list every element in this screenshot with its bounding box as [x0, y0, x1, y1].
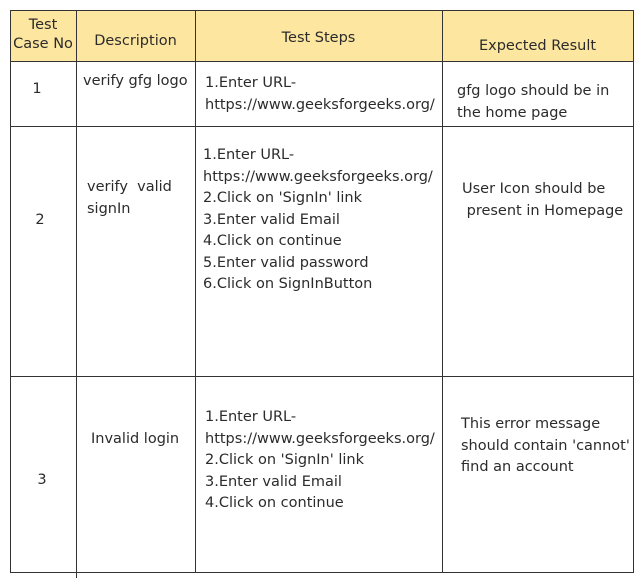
header-test-case-no: Test Case No	[13, 17, 73, 52]
row-3-description: Invalid login	[91, 431, 180, 447]
header-description: Description	[94, 33, 177, 49]
row-3-steps: 1.Enter URL- https://www.geeksforgeeks.org/ 2.Click on 'SignIn' link 3.Enter valid Email 4.Click on continue	[205, 409, 435, 511]
grid-line	[10, 572, 634, 573]
row-3-id: 3	[37, 472, 47, 488]
grid-line	[195, 10, 196, 572]
row-1-description: verify gfg logo	[83, 73, 188, 89]
grid-line	[10, 61, 634, 62]
grid-line	[633, 10, 634, 572]
grid-line	[76, 10, 77, 578]
header-test-steps: Test Steps	[281, 30, 356, 46]
grid-line	[10, 10, 634, 11]
row-2-id: 2	[35, 212, 45, 228]
row-3-expected: This error message should contain 'cannot' find an account	[461, 416, 630, 475]
grid-line	[442, 10, 443, 572]
grid-line	[10, 376, 634, 377]
header-expected-result: Expected Result	[478, 38, 597, 54]
row-1-id: 1	[32, 81, 42, 97]
row-2-steps: 1.Enter URL- https://www.geeksforgeeks.org/ 2.Click on 'SignIn' link 3.Enter valid Email 4.Click on continue 5.Enter valid password 6.Click on SignInButton	[203, 147, 433, 292]
test-case-table	[10, 10, 634, 574]
row-2-expected: User Icon should be present in Homepage	[462, 181, 624, 219]
row-1-expected: gfg logo should be in the home page	[457, 83, 610, 121]
grid-line	[10, 126, 634, 127]
row-1-steps: 1.Enter URL- https://www.geeksforgeeks.org/	[205, 75, 435, 113]
row-2-description: verify valid signIn	[87, 179, 172, 217]
